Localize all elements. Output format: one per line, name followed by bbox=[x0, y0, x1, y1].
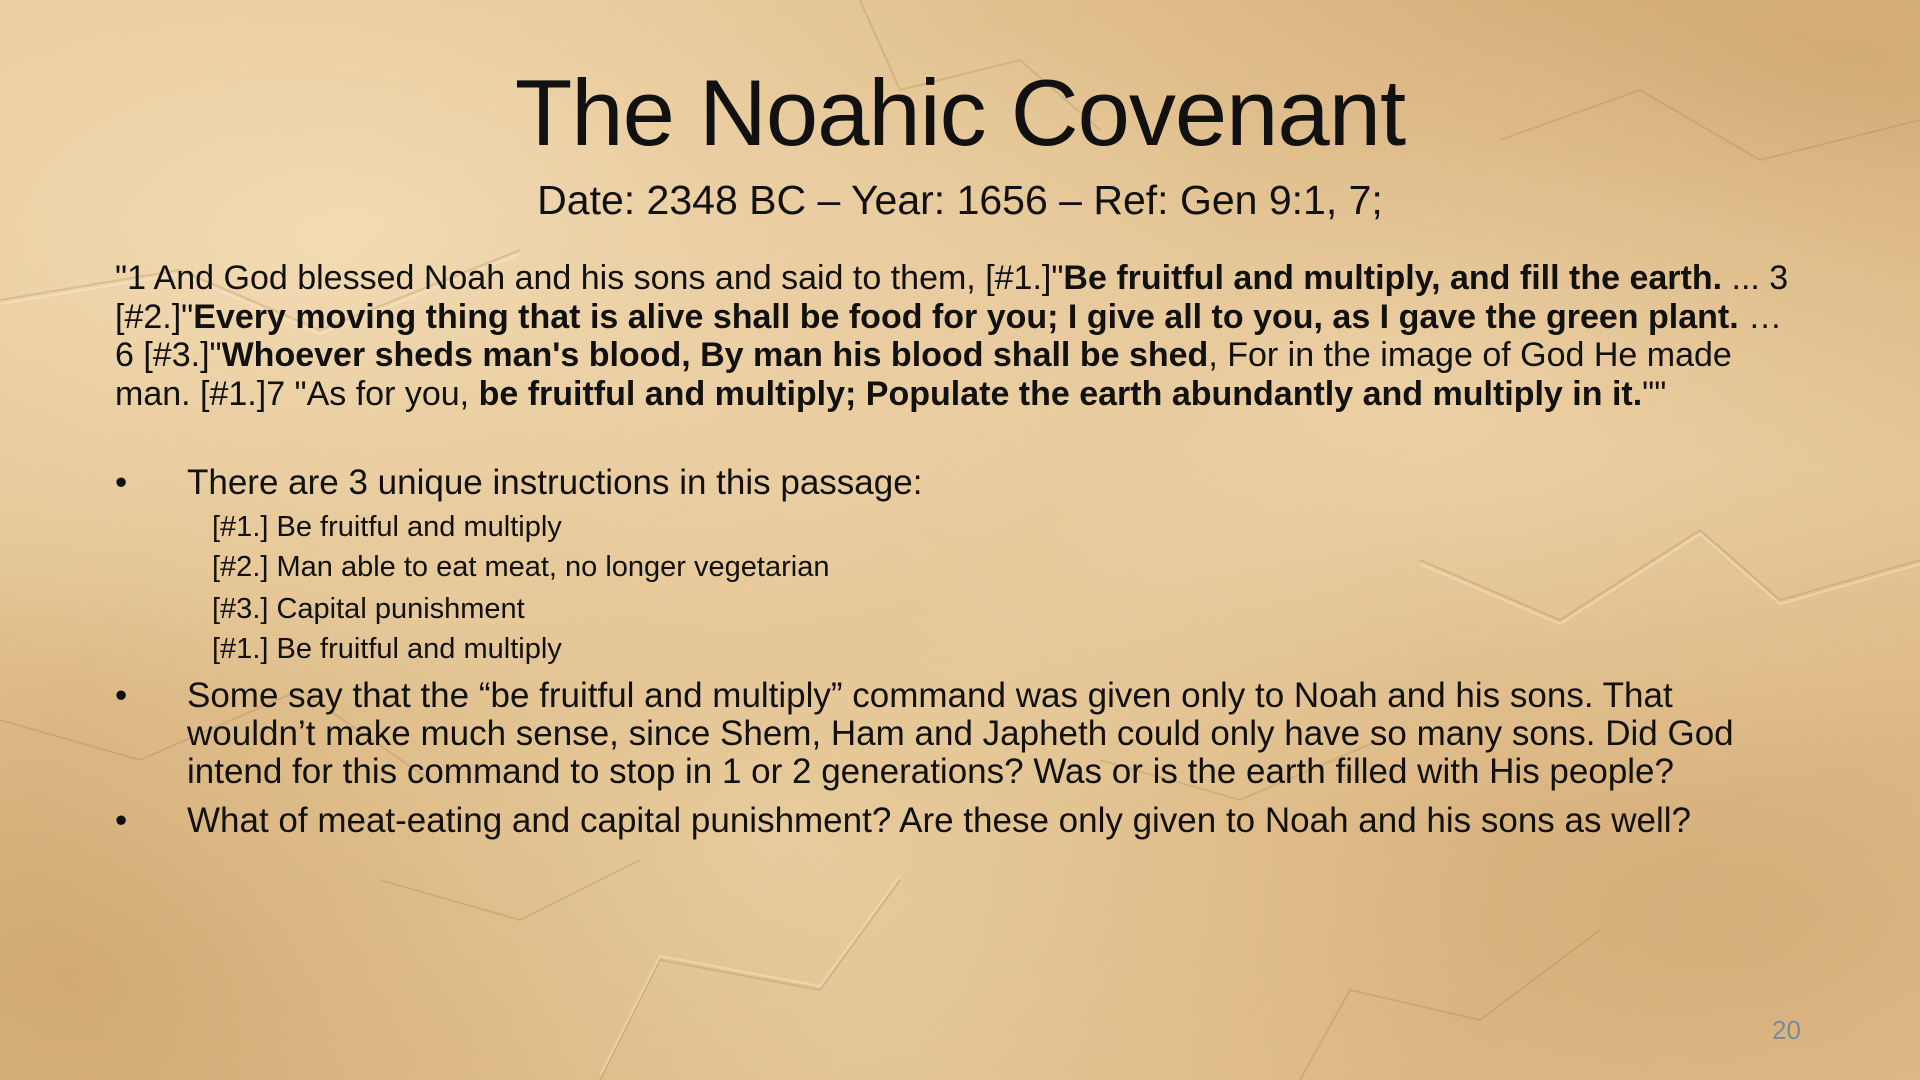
quote-bold-2: Every moving thing that is alive shall be food for you; I give all to you, as I gave the green plant. bbox=[193, 297, 1739, 336]
instruction-item: [#1.] Be fruitful and multiply bbox=[212, 511, 562, 543]
slide-title: The Noahic Covenant bbox=[514, 60, 1406, 165]
bullet-marker: • bbox=[115, 676, 128, 715]
page-number: 20 bbox=[1772, 1015, 1801, 1045]
quote-text-3: … 6 [#3.]" bbox=[115, 297, 1783, 374]
quote-text-4: , For in the image of God He made man. [#1.]7 "As for you, bbox=[115, 336, 1732, 413]
quote-bold-1: Be fruitful and multiply, and fill the earth. bbox=[1063, 259, 1723, 297]
bullet-text: What of meat-eating and capital punishment? Are these only given to Noah and his sons as well? bbox=[187, 801, 1691, 840]
instruction-item: [#2.] Man able to eat meat, no longer vegetarian bbox=[212, 551, 830, 583]
scripture-quote bbox=[115, 259, 1790, 413]
bullet-marker: • bbox=[115, 463, 128, 502]
bullet-marker: • bbox=[115, 801, 128, 840]
instruction-item: [#3.] Capital punishment bbox=[212, 593, 525, 625]
bullet-text: There are 3 unique instructions in this passage: bbox=[187, 463, 923, 502]
bullet-text: Some say that the “be fruitful and multiply” command was given only to Noah and his sons. That wouldn’t make much sense, since Shem, Ham and Japheth could only have so many sons. Did God intend for this command to stop in 1 or 2 generations? Was or is the earth filled with His people? bbox=[187, 676, 1734, 791]
quote-text-5: "" bbox=[1642, 374, 1667, 413]
instruction-item: [#1.] Be fruitful and multiply bbox=[212, 633, 562, 665]
quote-bold-3: Whoever sheds man's blood, By man his blood shall be shed bbox=[221, 336, 1209, 374]
slide-subtitle: Date: 2348 BC – Year: 1656 – Ref: Gen 9:1, 7; bbox=[537, 177, 1383, 223]
quote-text-2: ... 3 [#2.]" bbox=[115, 259, 1789, 336]
quote-text-1: "1 And God blessed Noah and his sons and said to them, [#1.]" bbox=[115, 259, 1064, 297]
quote-bold-4: be fruitful and multiply; Populate the earth abundantly and multiply in it. bbox=[478, 374, 1643, 413]
